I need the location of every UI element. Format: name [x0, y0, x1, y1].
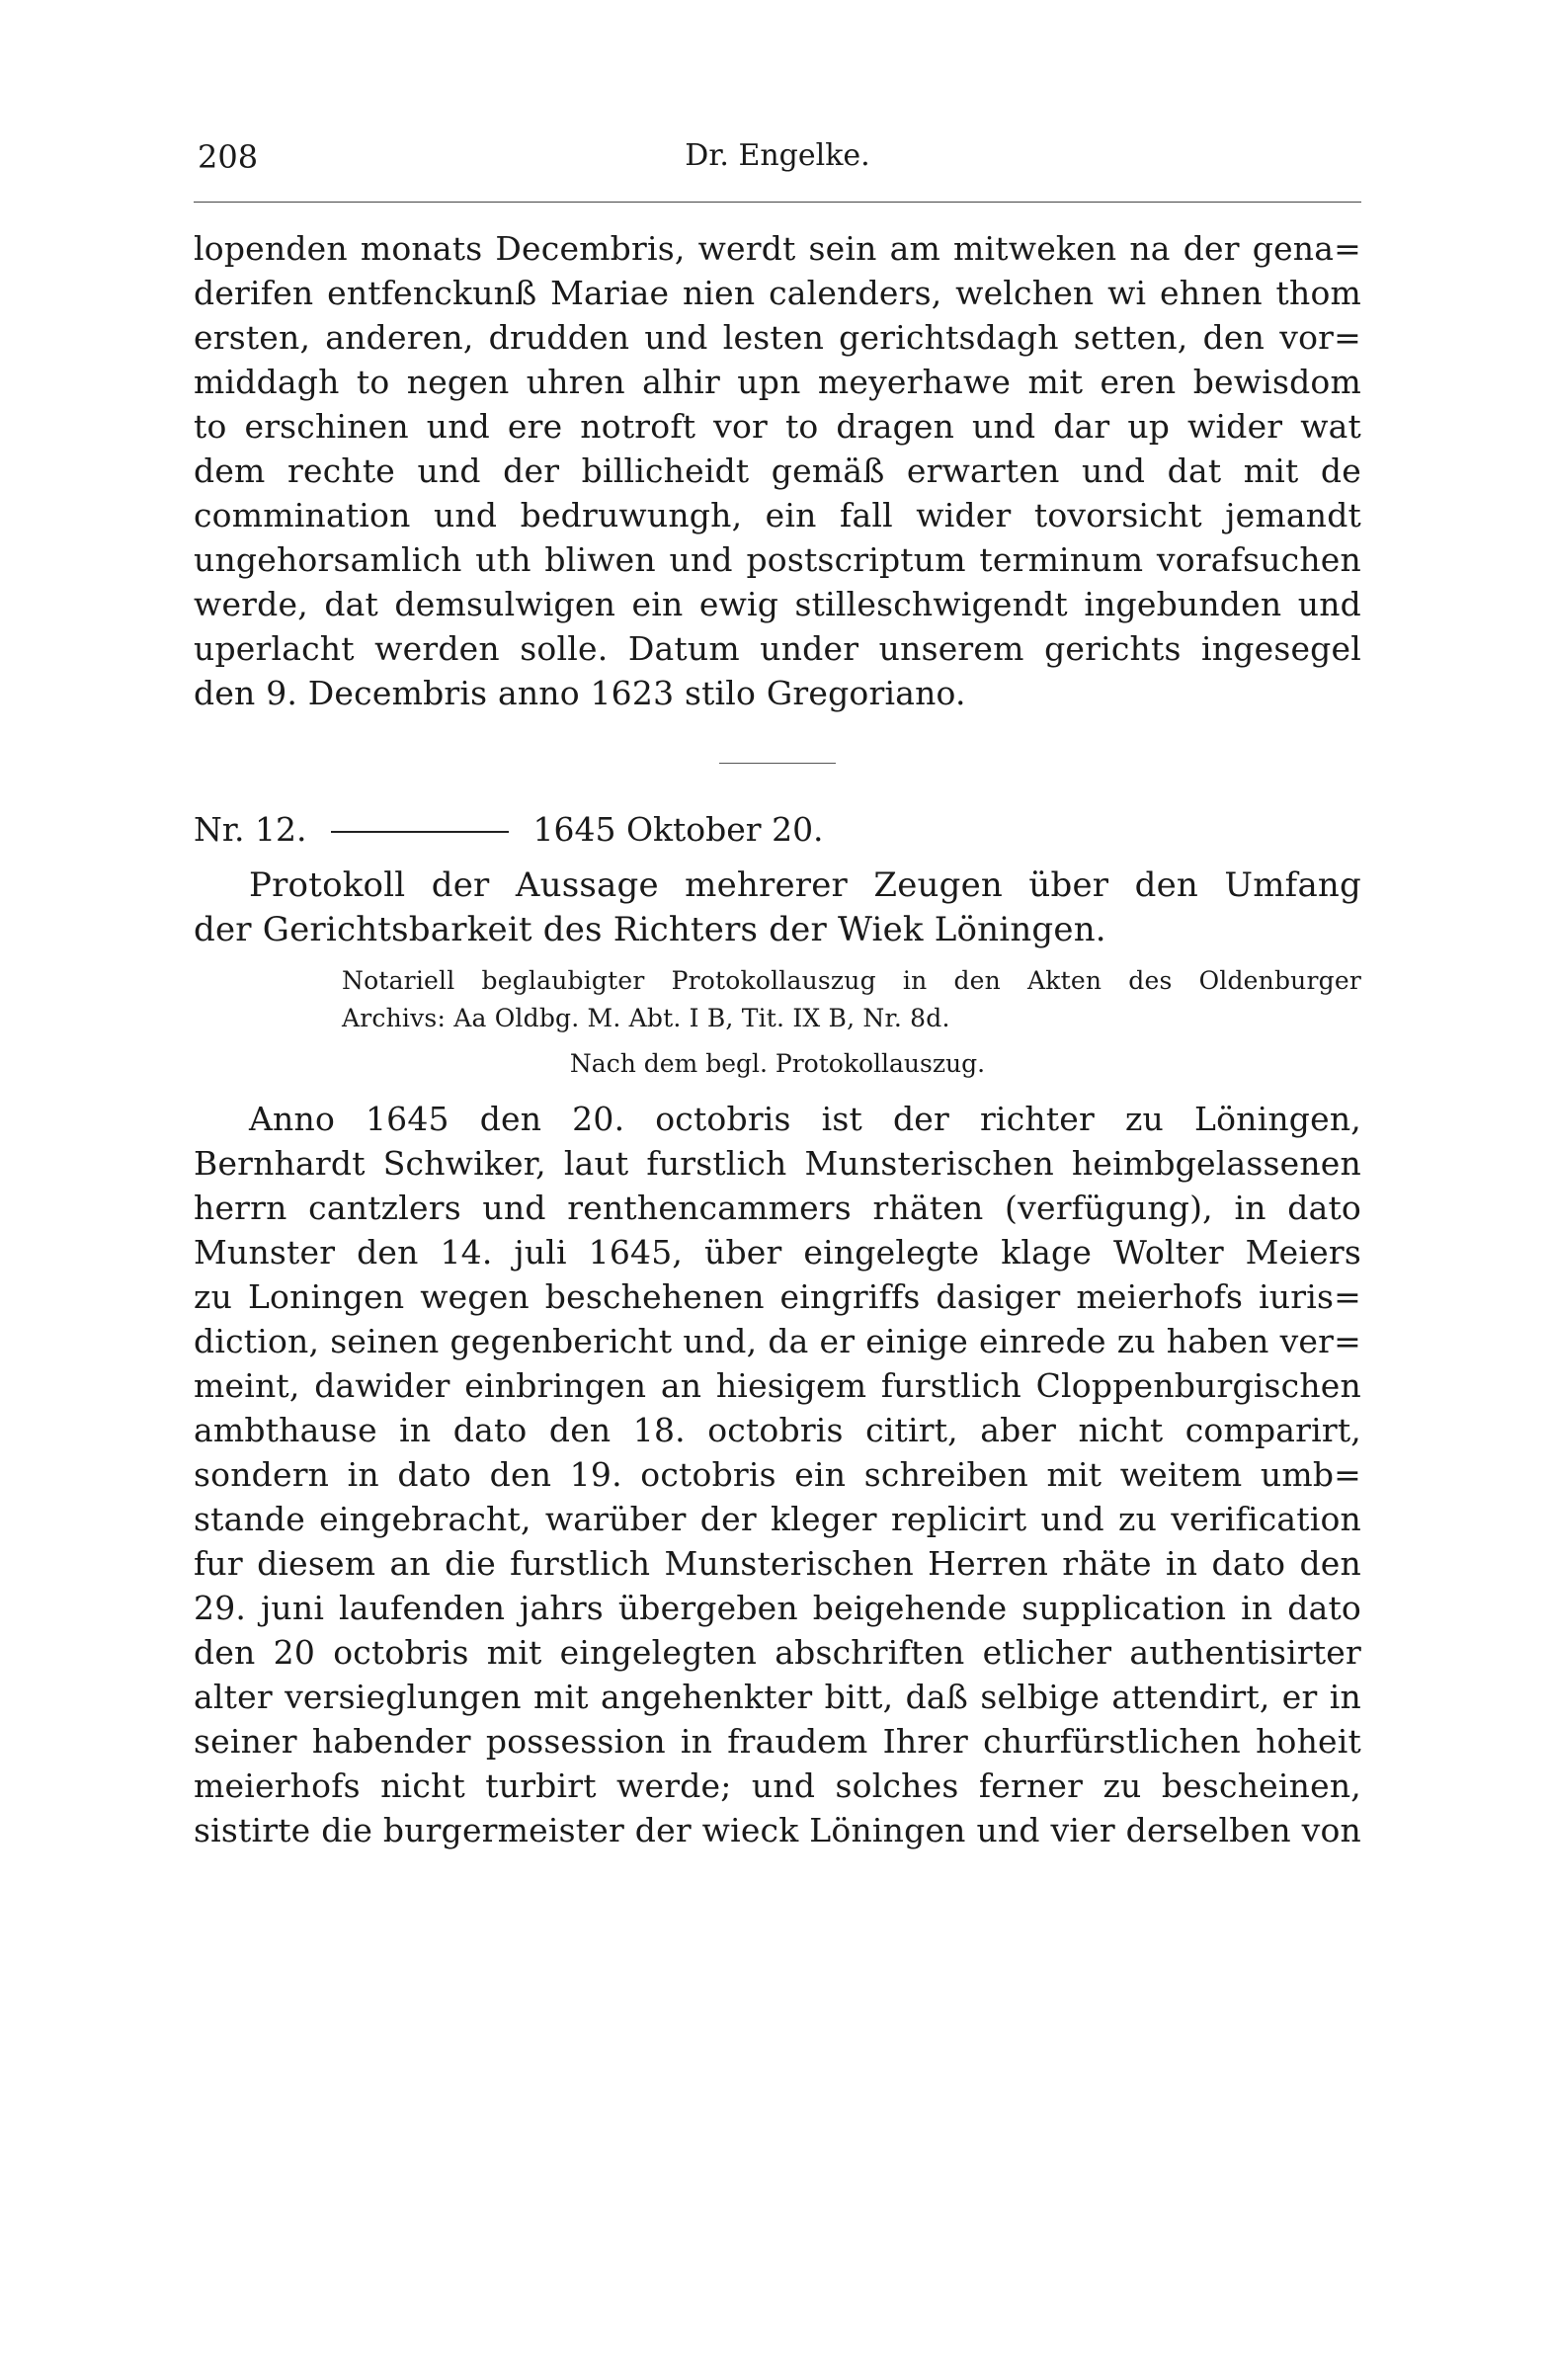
book-page [194, 138, 1361, 1852]
page-header [194, 138, 1361, 182]
heading-dash [331, 831, 509, 833]
archival-line: Notariell beglaubigter Protokollauszug in den Akten des Oldenburger [342, 966, 1361, 995]
text-line: diction, seinen gegenbericht und, da er einige einrede zu haben ver= [194, 1322, 1361, 1360]
text-line: fur diesem an die furstlich Munsterischen Herren rhäte in dato den [194, 1544, 1361, 1583]
section-divider [719, 763, 836, 764]
header-rule [194, 202, 1361, 203]
text-line: dem rechte und der billicheidt gemäß erwarten und dat mit de [194, 451, 1361, 490]
text-line: Bernhardt Schwiker, laut furstlich Munsterischen heimbgelassenen [194, 1144, 1361, 1183]
text-line: ambthause in dato den 18. octobris citirt, aber nicht comparirt, [194, 1411, 1361, 1449]
text-line: ersten, anderen, drudden und lesten gerichtsdagh setten, den vor= [194, 318, 1361, 357]
text-line: zu Loningen wegen beschehenen eingriffs dasiger meierhofs iuris= [194, 1277, 1361, 1316]
summary-line: Protokoll der Aussage mehrerer Zeugen über den Umfang [249, 865, 1361, 905]
document-heading [194, 807, 1361, 852]
text-line: meierhofs nicht turbirt werde; und solches ferner zu bescheinen, [194, 1766, 1361, 1805]
document-summary [194, 863, 1361, 952]
text-line: lopenden monats Decembris, werdt sein am mitweken na der gena= [194, 229, 1361, 268]
source-note: Nach dem begl. Protokollauszug. [569, 1049, 986, 1078]
text-line: derifen entfenckunß Mariae nien calenders, welchen wi ehnen thom [194, 274, 1361, 312]
page-number: 208 [198, 138, 259, 176]
text-line: sistirte die burgermeister der wieck Löningen und vier derselben von [194, 1811, 1361, 1849]
text-line: commination und bedruwungh, ein fall wider tovorsicht jemandt [194, 496, 1361, 534]
text-line: meint, dawider einbringen an hiesigem furstlich Cloppenburgischen [194, 1366, 1361, 1405]
text-line: Anno 1645 den 20. octobris ist der richter zu Löningen, [249, 1100, 1361, 1138]
text-line: den 20 octobris mit eingelegten abschriften etlicher authentisirter [194, 1633, 1361, 1672]
text-line: den 9. Decembris anno 1623 stilo Gregoriano. [194, 674, 966, 712]
archival-line: Archivs: Aa Oldbg. M. Abt. I B, Tit. IX B, Nr. 8d. [342, 1004, 950, 1032]
text-line: uperlacht werden solle. Datum under unserem gerichts ingesegel [194, 629, 1361, 668]
text-line: to erschinen und ere notroft vor to dragen und dar up wider wat [194, 407, 1361, 446]
summary-line: der Gerichtsbarkeit des Richters der Wiek Löningen. [194, 910, 1106, 949]
text-line: sondern in dato den 19. octobris ein schreiben mit weitem umb= [194, 1455, 1361, 1494]
text-line: seiner habender possession in fraudem Ihrer churfürstlichen hoheit [194, 1722, 1361, 1761]
document-number: Nr. 12. [194, 810, 307, 849]
text-line: Munster den 14. juli 1645, über eingelegte klage Wolter Meiers [194, 1233, 1361, 1272]
text-line: stande eingebracht, warüber der kleger replicirt und zu verification [194, 1500, 1361, 1538]
running-title: Dr. Engelke. [685, 138, 870, 173]
text-line: middagh to negen uhren alhir upn meyerhawe mit eren bewisdom [194, 363, 1361, 401]
document-date: 1645 Oktober 20. [532, 810, 824, 849]
text-line: ungehorsamlich uth bliwen und postscriptum terminum vorafsuchen [194, 540, 1361, 579]
archival-reference [194, 962, 1361, 1037]
text-line: herrn cantzlers und renthencammers rhäten (verfügung), in dato [194, 1189, 1361, 1227]
continuation-paragraph [194, 226, 1361, 715]
text-line: 29. juni laufenden jahrs übergeben beigehende supplication in dato [194, 1589, 1361, 1627]
document-body [194, 1097, 1361, 1852]
text-line: alter versieglungen mit angehenkter bitt, daß selbige attendirt, er in [194, 1678, 1361, 1716]
text-line: werde, dat demsulwigen ein ewig stilleschwigendt ingebunden und [194, 585, 1361, 623]
